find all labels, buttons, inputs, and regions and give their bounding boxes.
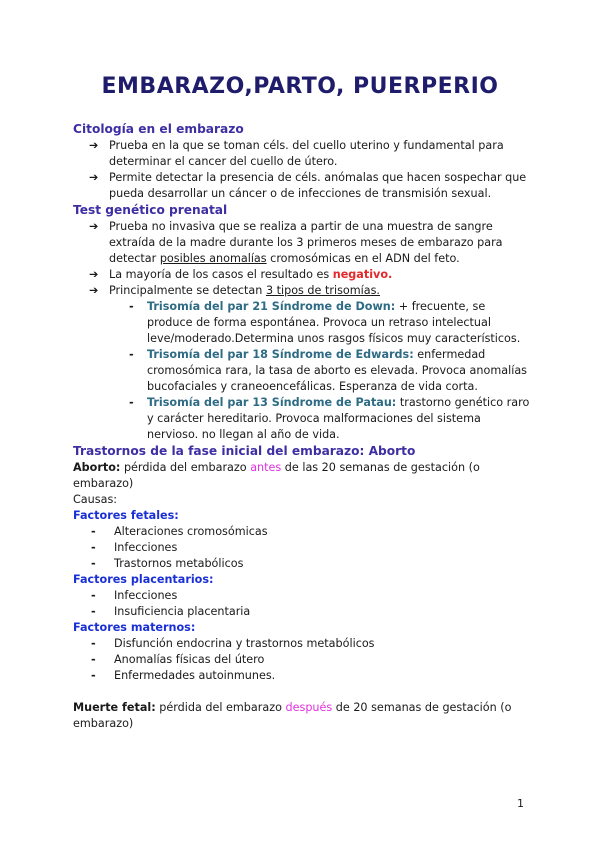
factores-maternos-heading: Factores maternos: — [73, 621, 196, 634]
causas-label: Causas: — [73, 493, 118, 506]
negative-result: negativo. — [332, 268, 393, 281]
list-item: - Infecciones — [91, 541, 178, 554]
document-body — [73, 121, 533, 732]
dash-icon: - — [91, 557, 96, 570]
dash-icon: - — [91, 541, 96, 554]
factores-placentarios-list — [73, 588, 533, 620]
heading-trastornos: Trastornos de la fase inicial del embarazo: Aborto — [73, 444, 416, 458]
list-item: ➔ Principalmente se detectan 3 tipos de trisomías. — [89, 284, 380, 297]
list-item: - Insuficiencia placentaria — [91, 605, 251, 618]
list-item: ➔ Permite detectar la presencia de céls. anómalas que hacen sospechar que pueda desarrollar un cáncer o de infecciones de transmisión sexual. — [89, 171, 527, 200]
list-item: - Disfunción endocrina y trastornos metabólicos — [91, 637, 375, 650]
arrow-icon: ➔ — [89, 139, 99, 152]
arrow-icon: ➔ — [89, 268, 99, 281]
aborto-definition: Aborto: pérdida del embarazo antes de las 20 semanas de gestación (o embarazo) — [73, 461, 480, 490]
factores-maternos-list — [73, 636, 533, 684]
list-item: ➔ Prueba en la que se toman céls. del cuello uterino y fundamental para determinar el cancer del cuello de útero. — [89, 139, 504, 168]
factores-fetales-list — [73, 524, 533, 572]
heading-citologia: Citología en el embarazo — [73, 122, 244, 136]
dash-icon: - — [91, 669, 96, 682]
trisomia-item: - Trisomía del par 18 Síndrome de Edwards: enfermedad cromosómica rara, la tasa de aborto es elevada. Provoca anomalías bucofaciales y craneoencefálicas. Esperanza de vida corta. — [129, 348, 527, 393]
trisomia-item: - Trisomía del par 13 Síndrome de Patau: trastorno genético raro y carácter hereditario. Provoca malformaciones del sistema nervioso. no llegan al año de vida. — [129, 396, 530, 441]
dash-icon: - — [91, 605, 96, 618]
heading-test-genetico: Test genético prenatal — [73, 203, 228, 217]
list-item: ➔ Prueba no invasiva que se realiza a partir de una muestra de sangre extraída de la madre durante los 3 primeros meses de embarazo para detectar posibles anomalías cromosómicas en el ADN del feto. — [89, 220, 503, 265]
list-item: ➔ La mayoría de los casos el resultado es negativo. — [89, 268, 393, 281]
list-item: - Infecciones — [91, 589, 178, 602]
factores-fetales-heading: Factores fetales: — [73, 509, 179, 522]
trisomia-item: - Trisomía del par 21 Síndrome de Down: + frecuente, se produce de forma espontánea. Provoca un retraso intelectual leve/moderado.Determina unos rasgos físicos muy característicos. — [129, 300, 521, 345]
list-item: - Alteraciones cromosómicas — [91, 525, 268, 538]
test-list — [73, 219, 533, 299]
arrow-icon: ➔ — [89, 284, 99, 297]
dash-icon: - — [91, 525, 96, 538]
list-item: - Trastornos metabólicos — [91, 557, 244, 570]
dash-icon: - — [129, 300, 134, 313]
spacer — [73, 684, 533, 700]
list-item: - Anomalías físicas del útero — [91, 653, 265, 666]
page-title: EMBARAZO,PARTO, PUERPERIO — [101, 74, 499, 99]
muerte-fetal-definition: Muerte fetal: pérdida del embarazo después de 20 semanas de gestación (o embarazo) — [73, 701, 512, 730]
list-item: - Enfermedades autoinmunes. — [91, 669, 276, 682]
dash-icon: - — [129, 348, 134, 361]
dash-icon: - — [91, 653, 96, 666]
citologia-list — [73, 138, 533, 202]
dash-icon: - — [91, 637, 96, 650]
trisomias-list — [73, 299, 533, 443]
dash-icon: - — [129, 396, 134, 409]
arrow-icon: ➔ — [89, 171, 99, 184]
page-number: 1 — [517, 797, 524, 810]
arrow-icon: ➔ — [89, 220, 99, 233]
factores-placentarios-heading: Factores placentarios: — [73, 573, 214, 586]
dash-icon: - — [91, 589, 96, 602]
